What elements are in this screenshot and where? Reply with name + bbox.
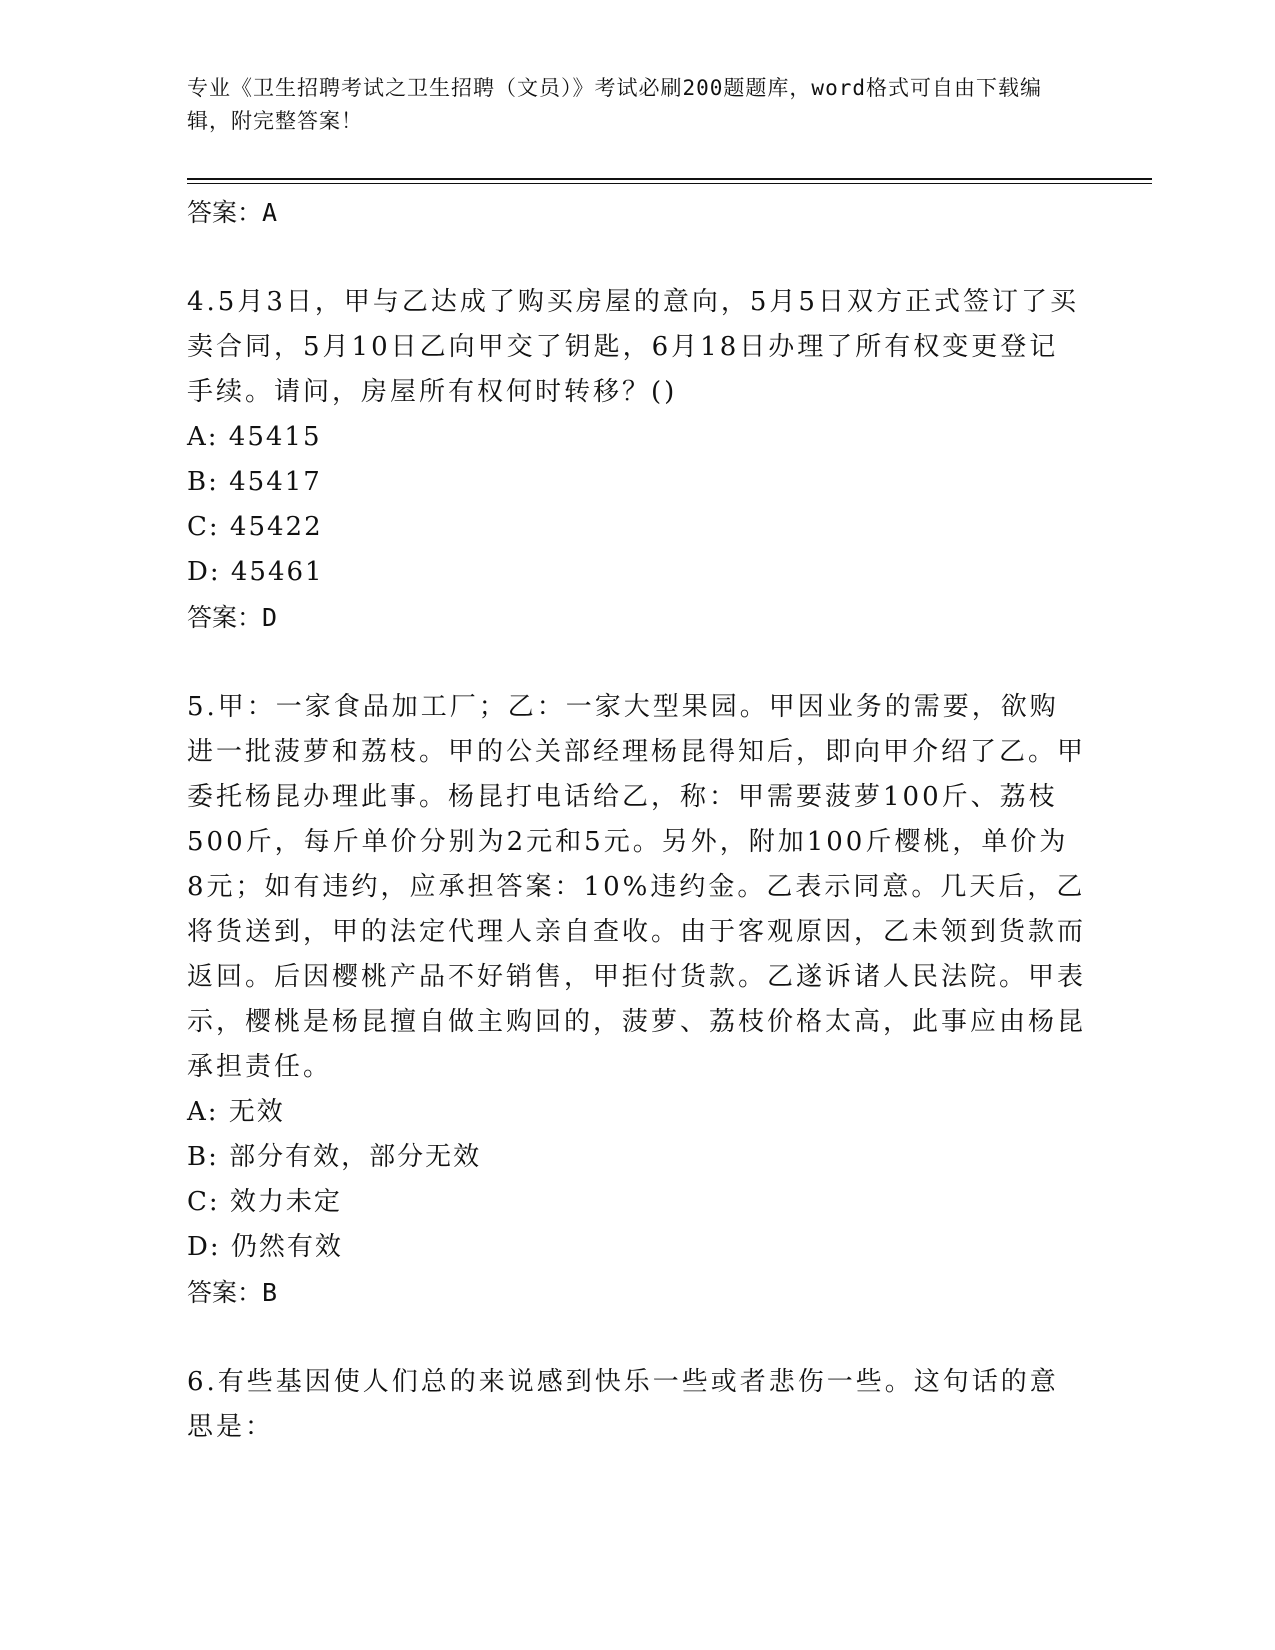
answer-line: 答案：B — [187, 1278, 278, 1307]
option-b: B: 部分有效，部分无效 — [187, 1142, 482, 1172]
question-block — [187, 280, 1087, 640]
question-text: 4.5月3日，甲与乙达成了购买房屋的意向，5月5日双方正式签订了买卖合同，5月10日乙向甲交了钥匙，6月18日办理了所有权变更登记手续。请问，房屋所有权何时转移？() — [187, 287, 1079, 407]
option-c: C: 45422 — [187, 512, 323, 542]
header-divider — [187, 178, 1152, 180]
option-a: A: 45415 — [187, 422, 322, 452]
document-header: 专业《卫生招聘考试之卫生招聘（文员）》考试必刷200题题库，word格式可自由下载编辑，附完整答案！ — [187, 76, 1042, 133]
option-c: C: 效力未定 — [187, 1187, 342, 1217]
spacer — [187, 235, 1087, 280]
spacer — [187, 1315, 1087, 1360]
question-text: 6.有些基因使人们总的来说感到快乐一些或者悲伤一些。这句话的意思是： — [187, 1367, 1059, 1442]
question-block — [187, 685, 1087, 1315]
answer-line: 答案：A — [187, 198, 278, 227]
spacer — [187, 640, 1087, 685]
document-body — [187, 190, 1087, 1450]
answer-line: 答案：D — [187, 603, 278, 632]
question-block — [187, 1360, 1087, 1450]
option-b: B: 45417 — [187, 467, 322, 497]
question-text: 5.甲：一家食品加工厂；乙：一家大型果园。甲因业务的需要，欲购进一批菠萝和荔枝。甲的公关部经理杨昆得知后，即向甲介绍了乙。甲委托杨昆办理此事。杨昆打电话给乙，称：甲需要菠萝100斤、荔枝500斤，每斤单价分别为2元和5元。另外，附加100斤樱桃，单价为8元；如有违约，应承担答案：10%违约金。乙表示同意。几天后，乙将货送到，甲的法定代理人亲自查收。由于客观原因，乙未领到货款而返回。后因樱桃产品不好销售，甲拒付货款。乙遂诉诸人民法院。甲表示，樱桃是杨昆擅自做主购回的，菠萝、荔枝价格太高，此事应由杨昆承担责任。 — [187, 692, 1087, 1082]
option-d: D: 仍然有效 — [187, 1232, 343, 1262]
option-a: A: 无效 — [187, 1097, 285, 1127]
header-divider-thin — [187, 183, 1152, 184]
option-d: D: 45461 — [187, 557, 324, 587]
